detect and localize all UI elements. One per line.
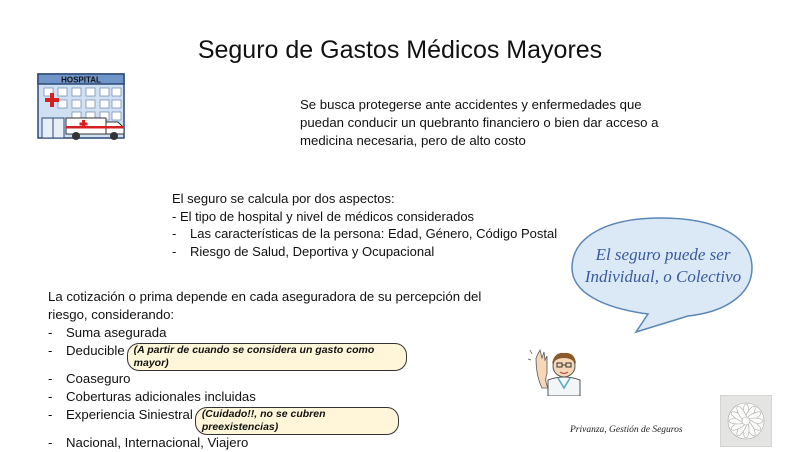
list-item: - Suma asegurada (48, 325, 167, 340)
footer-brand: Privanza, Gestión de Seguros (570, 425, 683, 435)
slide-title: Seguro de Gastos Médicos Mayores (197, 36, 603, 64)
experiencia-note: (Cuidado!!, no se cubren preexistencias) (195, 407, 399, 435)
hospital-sign: HOSPITAL (61, 75, 101, 85)
list-item: - Coaseguro (48, 371, 131, 386)
list-item: - Nacional, Internacional, Viajero (48, 435, 249, 450)
aspects-line: - Riesgo de Salud, Deportiva y Ocupacional (172, 243, 435, 259)
bubble-text: El seguro puede ser Individual, o Colectivo (584, 245, 742, 286)
aspects-line: - Las características de la persona: Edad, Género, Código Postal (172, 226, 558, 241)
list-item: - Coberturas adicionales incluidas (48, 389, 256, 404)
aspects-heading: El seguro se calcula por dos aspectos: (172, 191, 395, 206)
quote-block (48, 288, 508, 452)
aspects-block (172, 190, 572, 260)
hospital-icon (36, 70, 132, 142)
aspects-line: - El tipo de hospital y nivel de médicos considerados (172, 208, 475, 224)
doctor-icon (528, 344, 600, 396)
logo-seal-icon (720, 395, 772, 447)
list-item: - Deducible (A partir de cuando se considera un gasto como mayor) (48, 342, 508, 370)
list-item: - Experiencia Siniestral (Cuidado!!, no se cubren preexistencias) (48, 406, 508, 434)
intro-paragraph: Se busca protegerse ante accidentes y enfermedades que puedan conducir un quebranto financiero o bien dar acceso a medicina necesaria, pero de alto costo (300, 97, 659, 148)
quote-heading: La cotización o prima depende en cada aseguradora de su percepción del riesgo, considerando: (48, 289, 482, 322)
deducible-note: (A partir de cuando se considera un gasto como mayor) (127, 343, 407, 371)
